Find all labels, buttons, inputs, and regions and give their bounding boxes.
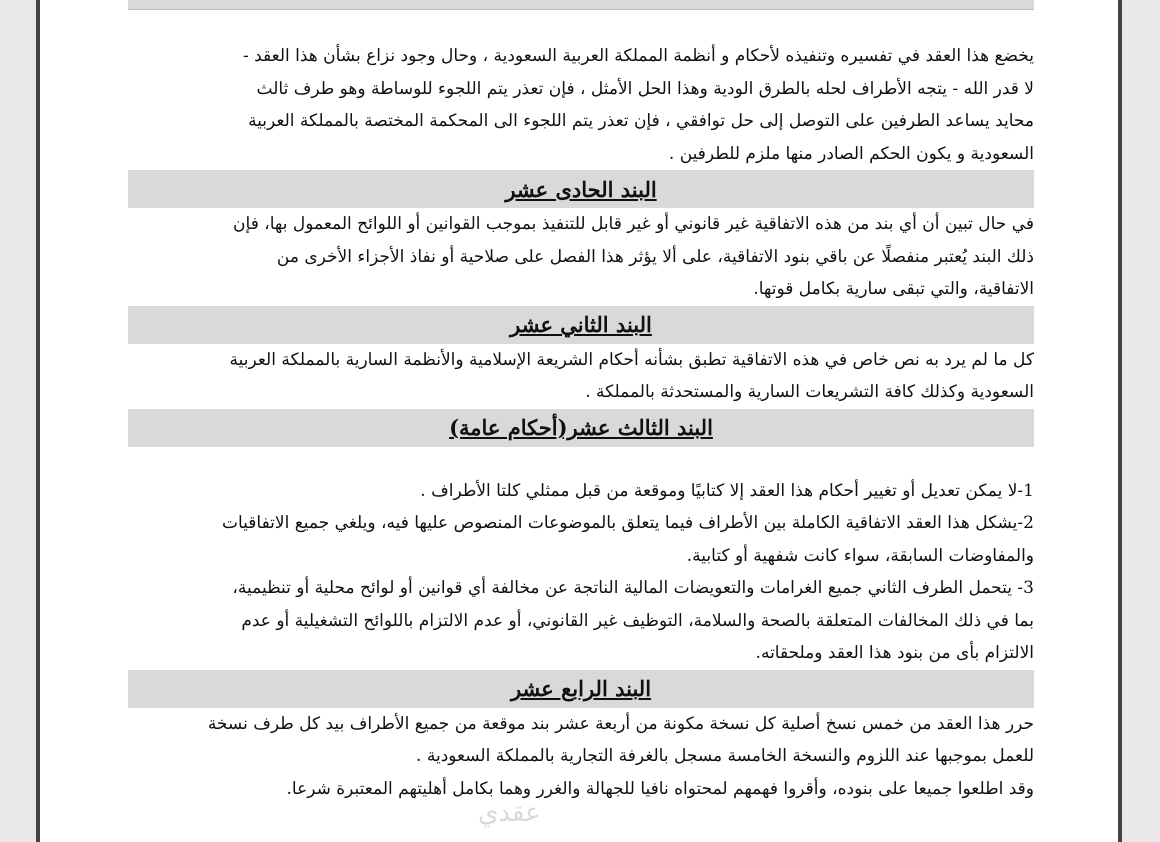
text-line: 2-يشكل هذا العقد الاتفاقية الكاملة بين الأطراف فيما يتعلق بالموضوعات المنصوص عليها فيه، ويلغي جميع الاتفاقيات	[221, 513, 1034, 533]
previous-heading-band	[128, 0, 1034, 10]
text-line: في حال تبين أن أي بند من هذه الاتفاقية غير قانوني أو غير قابل للتنفيذ بموجب القوانين أو اللوائح المعمول بها، فإن	[233, 214, 1034, 234]
clause-13-heading	[128, 409, 1034, 447]
text-line: لا قدر الله - يتجه الأطراف لحله بالطرق الودية وهذا الحل الأمثل ، فإن تعذر يتم اللجوء للوساطة وهو طرف ثالث	[256, 78, 1034, 99]
clause-11-heading	[128, 170, 1034, 208]
text-line: حرر هذا العقد من خمس نسخ أصلية كل نسخة مكونة من أربعة عشر بند موقعة من جميع الأطراف بيد كل طرف نسخة	[207, 713, 1034, 734]
document-page	[128, 40, 1034, 805]
clause-14-heading	[128, 670, 1034, 708]
clause-13-paragraph	[128, 475, 1034, 670]
clause-14-title: البند الرابع عشر	[510, 676, 652, 701]
watermark-logo: عقدي	[478, 798, 541, 828]
text-line: الالتزام بأى من بنود هذا العقد وملحقاته.	[755, 643, 1034, 663]
text-line: السعودية و يكون الحكم الصادر منها ملزم للطرفين .	[668, 143, 1034, 164]
spacer	[128, 447, 1034, 475]
text-line: الاتفاقية، والتي تبقى سارية بكامل قوتها.	[753, 279, 1034, 299]
window-frame-right	[1122, 0, 1160, 842]
clause-14-paragraph	[128, 708, 1034, 806]
text-line: 1-لا يمكن تعديل أو تغيير أحكام هذا العقد إلا كتابيًا وموقعة من قبل ممثلي كلتا الأطراف .	[420, 480, 1034, 501]
window-frame-left	[0, 0, 36, 842]
text-line: للعمل بموجبها عند اللزوم والنسخة الخامسة مسجل بالغرفة التجارية بالمملكة السعودية .	[416, 746, 1034, 766]
page-border-left	[36, 0, 40, 842]
text-line: يخضع هذا العقد في تفسيره وتنفيذه لأحكام و أنظمة المملكة العربية السعودية ، وحال وجود نزاع بشأن هذا العقد -	[242, 46, 1034, 66]
clause-11-paragraph	[128, 208, 1034, 306]
text-line: محايد يساعد الطرفين على التوصل إلى حل توافقي ، فإن تعذر يتم اللجوء الى المحكمة المختصة بالمملكة العربية	[248, 111, 1034, 131]
text-line: 3- يتحمل الطرف الثاني جميع الغرامات والتعويضات المالية الناتجة عن مخالفة أي قوانين أو لوائح محلية أو تنظيمية،	[232, 578, 1034, 598]
clause-13-title: البند الثالث عشر(أحكام عامة)	[449, 415, 713, 440]
text-line: وقد اطلعوا جميعا على بنوده، وأقروا فهمهم لمحتواه نافيا للجهالة والغرر وهما بكامل أهليتهم المعتبرة شرعا.	[286, 778, 1034, 799]
clause-12-heading	[128, 306, 1034, 344]
text-line: السعودية وكذلك كافة التشريعات السارية والمستحدثة بالمملكة .	[585, 382, 1034, 402]
clause-11-title: البند الحادى عشر	[505, 176, 657, 202]
text-line: ذلك البند يُعتبر منفصلًا عن باقي بنود الاتفاقية، على ألا يؤثر هذا الفصل على صلاحية أو نفاذ الأجزاء الأخرى من	[276, 246, 1034, 267]
text-line: كل ما لم يرد به نص خاص في هذه الاتفاقية تطبق بشأنه أحكام الشريعة الإسلامية والأنظمة السارية بالمملكة العربية	[229, 349, 1034, 370]
clause-12-title: البند الثاني عشر	[510, 312, 652, 337]
text-line: بما في ذلك المخالفات المتعلقة بالصحة والسلامة، التوظيف غير القانوني، أو عدم الالتزام باللوائح التشغيلية أو عدم	[241, 610, 1034, 631]
intro-paragraph	[128, 40, 1034, 170]
clause-12-paragraph	[128, 344, 1034, 409]
text-line: والمفاوضات السابقة، سواء كانت شفهية أو كتابية.	[686, 545, 1034, 566]
